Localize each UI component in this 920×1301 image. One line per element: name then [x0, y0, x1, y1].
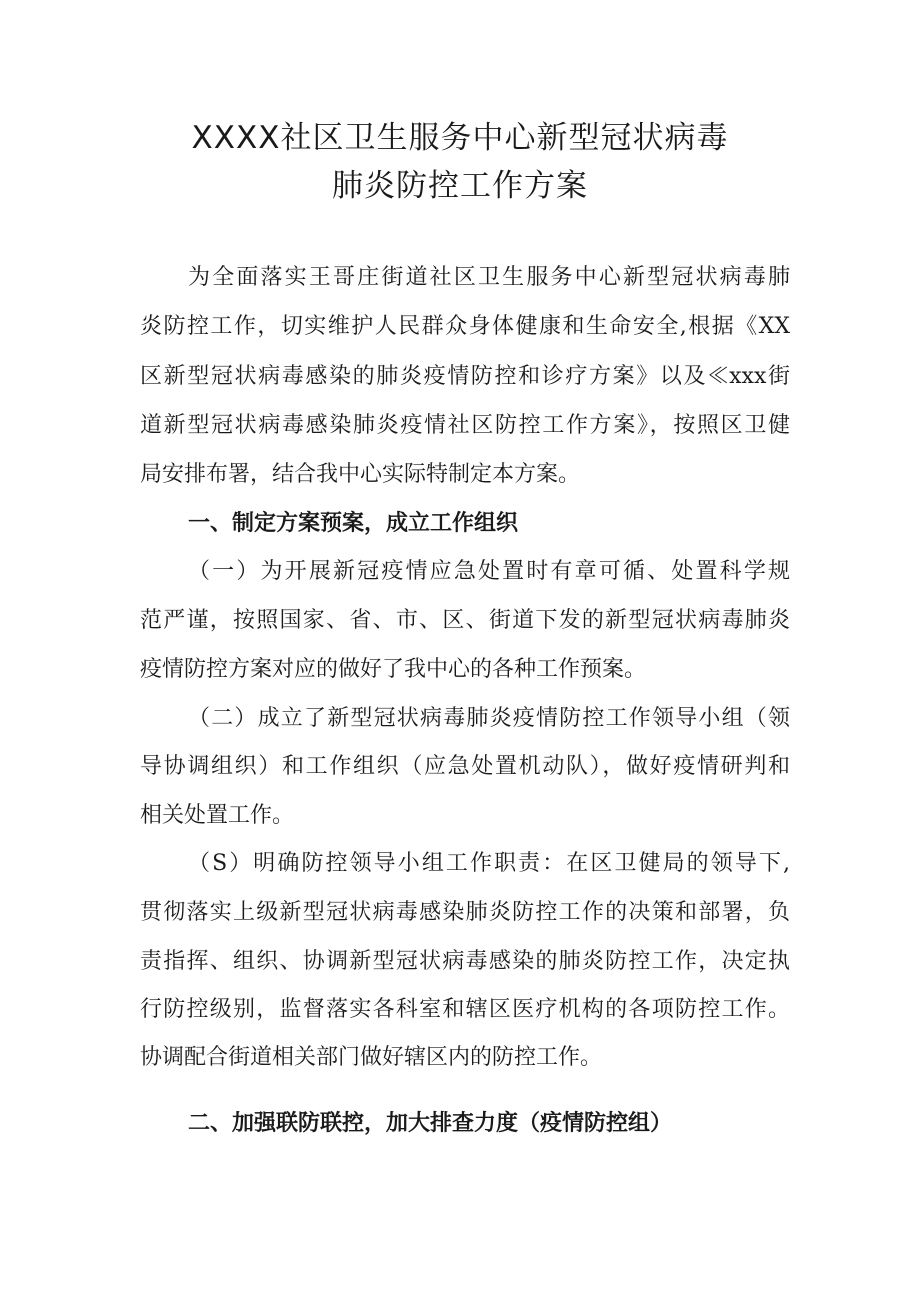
item-3-line: 协调配合街道相关部门做好辖区内的防控工作。: [140, 1045, 603, 1070]
item-3-line: 贯彻落实上级新型冠状病毒感染肺炎防控工作的决策和部署，负: [140, 900, 790, 925]
item-3-line: 责指挥、组织、协调新型冠状病毒感染的肺炎防控工作，决定执: [140, 949, 790, 974]
item-1-line: （一）为开展新冠疫情应急处置时有章可循、处置科学规: [188, 559, 790, 584]
item-2-line: 相关处置工作。: [140, 803, 295, 828]
intro-line: 为全面落实王哥庄街道社区卫生服务中心新型冠状病毒肺: [188, 265, 790, 290]
item-1-line: 范严谨，按照国家、省、市、区、街道下发的新型冠状病毒肺炎: [140, 608, 790, 633]
item-1-line: 疫情防控方案对应的做好了我中心的各种工作预案。: [140, 657, 647, 682]
intro-line: 炎防控工作，切实维护人民群众身体健康和生命安全,根据《XX: [140, 314, 790, 339]
item-3-line: （S）明确防控领导小组工作职责：在区卫健局的领导下,: [188, 851, 790, 876]
item-2-line: 导协调组织）和工作组织（应急处置机动队），做好疫情研判和: [140, 754, 790, 779]
section-2-heading: 二、加强联防联控，加大排查力度（疫情防控组）: [188, 1111, 673, 1136]
item-3-line: 行防控级别，监督落实各科室和辖区医疗机构的各项防控工作。: [140, 997, 790, 1022]
intro-line: 道新型冠状病毒感染肺炎疫情社区防控工作方案》，按照区卫健: [140, 413, 790, 438]
document-title-line-1: XXXX社区卫生服务中心新型冠状病毒: [191, 120, 729, 156]
item-2-line: （二）成立了新型冠状病毒肺炎疫情防控工作领导小组（领: [188, 706, 790, 731]
section-1-heading: 一、制定方案预案，成立工作组织: [188, 511, 519, 536]
intro-line: 区新型冠状病毒感染的肺炎疫情防控和诊疗方案》以及≪xxx街: [140, 364, 790, 389]
intro-line: 局安排布署，结合我中心实际特制定本方案。: [140, 462, 581, 487]
document-title-line-2: 肺炎防控工作方案: [332, 168, 588, 204]
